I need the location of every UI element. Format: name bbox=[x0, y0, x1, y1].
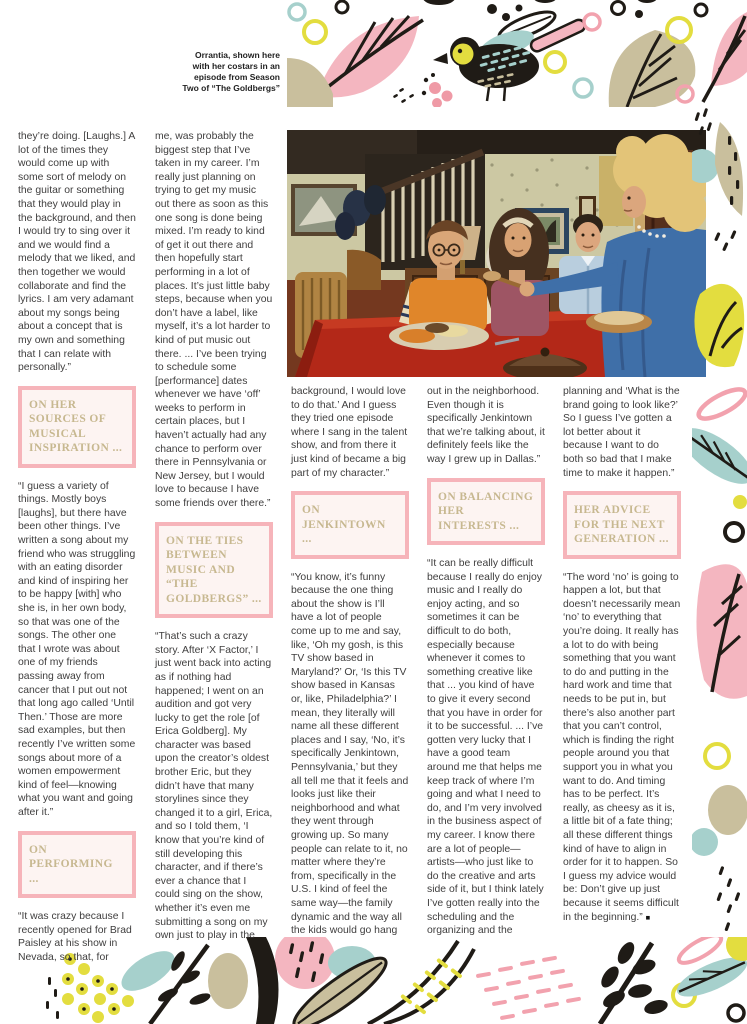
section-header-balancing-interests: ON BALANCING HER INTERESTS ... bbox=[427, 478, 545, 546]
body-paragraph: “It can be really difficult because I really do enjoy music and I really do enjoy acting, and so sometimes it can be difficult to do both, especially because whenever it comes to something creative like that ... you kind of have to give it every second that you have in order for it to be successful. ... I’ve gotten very lucky that I have a good team around me that helps me keep track of where I’m going and what I need to do, and I’m very involved in the business aspect of my career. I know there are a lot of people—artists—who just like to do the creative and arts side of it, but I think lately I’ve gotten really into the scheduling and the organizing and the bbox=[427, 558, 544, 937]
body-paragraph: they’re doing. [Laughs.] A lot of the times they would come up with some sort of melody on the guitar or something that they would play in the background, and then I would try to sing over it and we would find a melody that we liked, and then together we would collaborate and find the lyrics. I am very adamant about my songs being about a concept that is my own and something that I can relate with personally.” bbox=[18, 131, 136, 374]
dinner-plate bbox=[389, 322, 489, 350]
text-column-3 bbox=[291, 385, 409, 949]
photo-caption: Orrantia, shown here with her costars in an episode from Season Two of “The Goldbergs” bbox=[182, 50, 280, 94]
bread-basket bbox=[586, 311, 652, 333]
body-paragraph: “That’s such a crazy story. After ‘X Factor,’ I just went back into acting as if nothing had happened; I went on an audition and got very lucky to get the role [of Erica Goldberg]. My character was based upon the creator’s oldest brother Eric, but they didn’t have that many storylines since they changed it to a girl, Erica, and so I told them, ‘I know that you’re kind of still developing this character, and if there’s ever a chance that I could sing on the show, whether it’s even me submitting a song on my own just to play in the bbox=[155, 631, 273, 942]
body-paragraph: “I guess a variety of things. Mostly boys [laughs], but there have been other things. I’ve written a song about my friend who was struggling with an eating disorder and kind of inspiring her to be happy [with] who she is, in her own body, so that was one of the songs. The other one that I wrote was about one of my friends passing away from cancer that I put out not that long ago called ‘Until Then.’ Those are more sad examples, but then recently I’ve written some songs about more of a women empowerment kind of feel—knowing what you want and going after it.” bbox=[18, 480, 136, 818]
section-header-musical-inspiration: ON HER SOURCES OF MUSICAL INSPIRATION ... bbox=[18, 386, 136, 468]
body-paragraph: me, was probably the biggest step that I’ve taken in my career. I’m really just planning on trying to get my music out there as soon as this one song is done being mixed. I’m ready to kind of get it out there and then hopefully start performing in a lot of places. It’s just little baby steps, because when you don’t have a label, like myself, it’s a lot harder to kind of put music out there. ... I’ve been trying to schedule some [performance] dates whenever we have ‘off’ weeks to perform in certain places, but I haven’t actually had any chance to perform over there in Pennsylvania or New Jersey, but I would love to because I have some friends over there.” bbox=[155, 131, 273, 510]
body-paragraph: “It was crazy because I recently opened for Brad Paisley at his show in Nevada, so that, for bbox=[18, 911, 132, 963]
body-paragraph: “You know, it’s funny because the one thing about the show is I’ll have a lot of people come up to me and say, like, ‘Oh my gosh, is this TV show based in Maryland?’ Or, ‘Is this TV show based in Kansas or, like, Philadelphia?’ I mean, they literally will name all these different places and I say, ‘No, it’s specifically Jenkintown, Pennsylvania,’ but they all tell me that it feels and looks just like their neighborhood and what they went through growing up. So many people can relate to it, no matter where they’re from, specifically in the U.S. I kind of feel the same way—the family dynamic and the way all the kids would go hang bbox=[291, 571, 409, 937]
text-column-4 bbox=[427, 385, 545, 949]
body-paragraph: “The word ‘no’ is going to happen a lot, but that doesn’t necessarily mean ‘no’ to everything that you’re doing. It really has a lot to do with being something that you want to do and putting in the hard work and time that needs to be put in, but there’s also another part that you can’t control, which is finding the right people around you that support you in what you want to do. And timing has to be perfect. It’s really, as cheesy as it is, a little bit of a fate thing; all these different things kind of have to align in order for it to happen. So I guess my advice would be: Don’t give up just because it seems difficult in the beginning.” ■ bbox=[563, 571, 681, 923]
goldbergs-episode-photo bbox=[287, 130, 706, 377]
section-header-music-and-goldbergs: ON THE TIES BETWEEN MUSIC AND “THE GOLDBERGS” ... bbox=[155, 522, 273, 619]
text-column-5 bbox=[563, 385, 681, 935]
end-of-article-mark: ■ bbox=[645, 912, 651, 922]
body-paragraph: background, I would love to do that.’ And I guess they tried one episode where I sang in the talent show, and from there it just kind of became a big part of my character.” bbox=[291, 386, 408, 479]
girl-maroon-top bbox=[489, 208, 549, 336]
body-paragraph: planning and ‘What is the brand going to look like?’ So I guess I’ve gotten a lot better about it because I want to do both so bad that I make time to make it happen.” bbox=[563, 386, 680, 479]
text-column-2 bbox=[155, 130, 273, 954]
floral-strip-illustration bbox=[692, 104, 747, 940]
body-paragraph: out in the neighborhood. Even though it is specifically Jenkintown that we’re talking about, it definitely feels like the way I grew up in Dallas.” bbox=[427, 386, 545, 465]
section-header-jenkintown: ON JENKINTOWN ... bbox=[291, 491, 409, 559]
section-header-advice-next-generation: HER ADVICE FOR THE NEXT GENERATION ... bbox=[563, 491, 681, 559]
section-header-performing: ON PERFORMING ... bbox=[18, 831, 136, 899]
text-column-1 bbox=[18, 130, 136, 975]
floral-bird-illustration bbox=[287, 0, 747, 107]
